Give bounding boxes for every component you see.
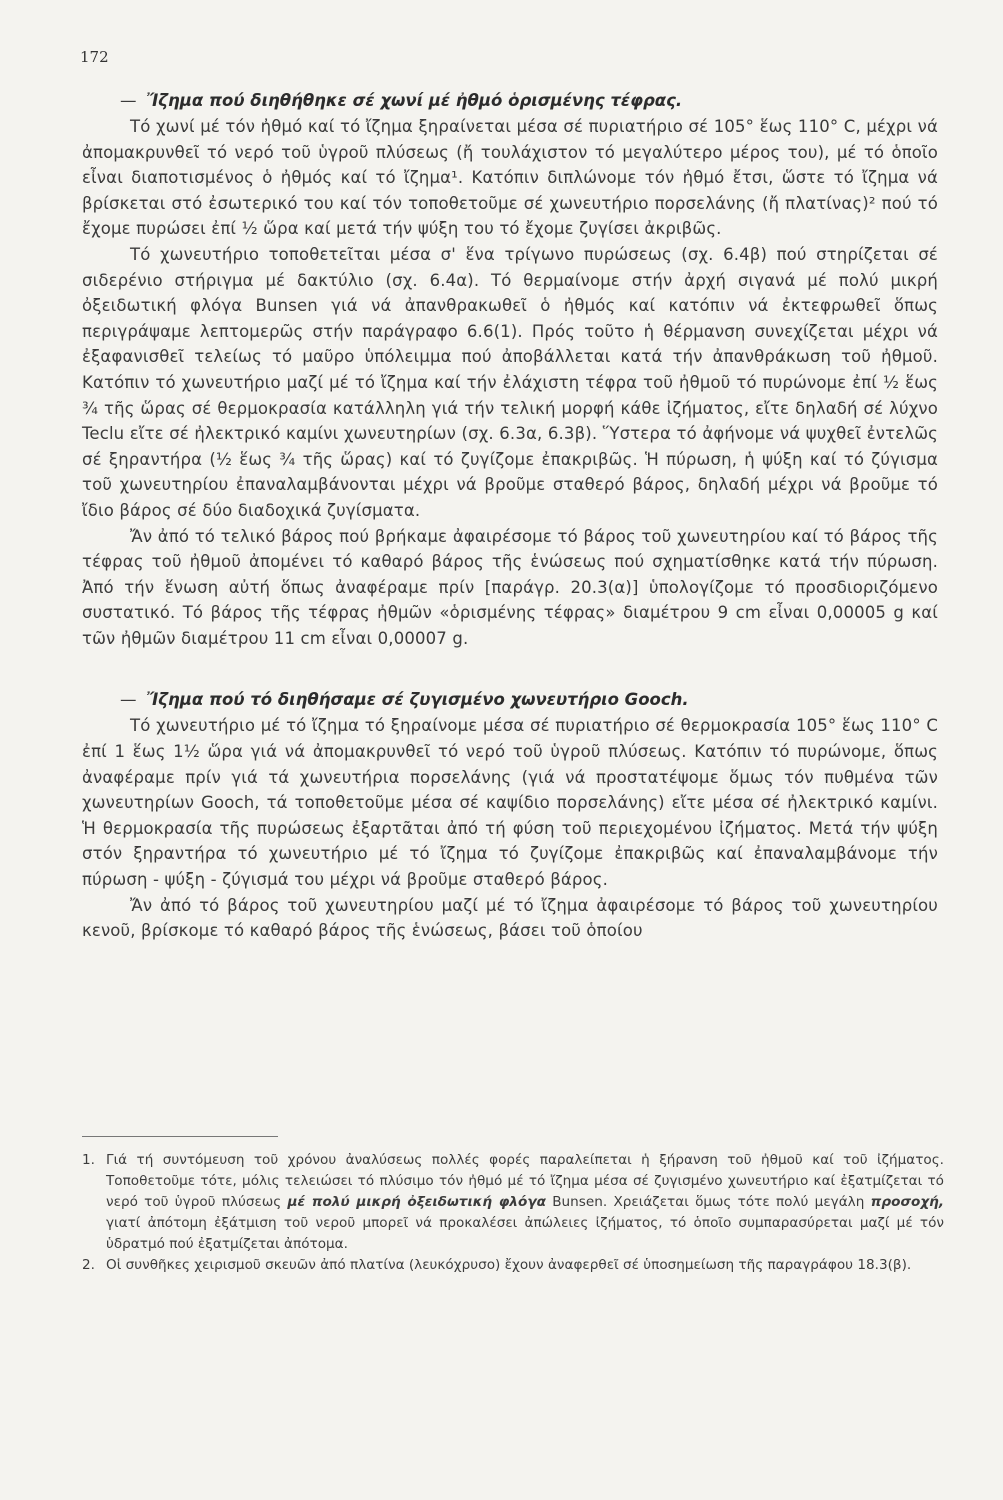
paragraph: Ἄν ἀπό τό τελικό βάρος πού βρήκαμε ἀφαιρέσομε τό βάρος τοῦ χωνευτηρίου καί τό βάρος τῆς τέφρας τοῦ ἠθμοῦ ἀπομένει τό καθαρό βάρος τῆς ἑνώσεως πού σχηματίσθηκε κατά τήν πύρωση. Ἀπό τήν ἕνωση αὐτή ὅπως ἀναφέραμε πρίν [παράγρ. 20.3(α)] ὑπολογίζομε τό προσδιοριζόμενο συστατικό. Τό βάρος τῆς τέφρας ἠθμῶν «ὁρισμένης τέφρας» διαμέτρου 9 cm εἶναι 0,00005 g καί τῶν ἠθμῶν διαμέτρου 11 cm εἶναι 0,00007 g. [82,526,938,648]
footnote-number: 2. [82,1257,95,1273]
main-text [82,88,938,944]
section-title-2: Ἴζημα πού τό διηθήσαμε σέ ζυγισμένο χωνευτήριο Gooch. [146,690,689,710]
section-heading-1 [82,88,938,114]
section-heading-2 [82,687,938,713]
paragraph: Τό χωνευτήριο τοποθετεῖται μέσα σ' ἕνα τρίγωνο πυρώσεως (σχ. 6.4β) πού στηρίζεται σέ σιδερένιο στήριγμα μέ δακτύλιο (σχ. 6.4α). Τό θερμαίνομε στήν ἀρχή σιγανά μέ πολύ μικρή ὀξειδωτική φλόγα Bunsen γιά νά ἀπανθρακωθεῖ ὁ ἠθμός καί κατόπιν νά ἐκτεφρωθεῖ ὅπως περιγράψαμε λεπτομερῶς στήν παράγραφο 6.6(1). Πρός τοῦτο ἡ θέρμανση συνεχίζεται μέχρι νά ἐξαφανισθεῖ τελείως τό μαῦρο ὑπόλειμμα πού ἀποβάλλεται κατά τήν ἀπανθράκωση τοῦ ἠθμοῦ. Κατόπιν τό χωνευτήριο μαζί μέ τό ἴζημα καί τήν ἐλάχιστη τέφρα τοῦ ἠθμοῦ τό πυρώνομε ἐπί ½ ἕως ¾ τῆς ὥρας σέ θερμοκρασία κατάλληλη γιά τήν τελική μορφή κάθε ἰζήματος, εἴτε δηλαδή σέ λύχνο Teclu εἴτε σέ ἠλεκτρικό καμίνι χωνευτηρίων (σχ. 6.3α, 6.3β). Ὕστερα τό ἀφήνομε νά ψυχθεῖ ἐντελῶς σέ ξηραντήρα (½ ἕως ¾ τῆς ὥρας) καί τό ζυγίζομε ἐπακριβῶς. Ἡ πύρωση, ἡ ψύξη καί τό ζύγισμα τοῦ χωνευτηρίου ἐπαναλαμβάνονται μέχρι νά βροῦμε σταθερό βάρος, δηλαδή μέχρι νά βροῦμε τό ἴδιο βάρος σέ δύο διαδοχικά ζυγίσματα. [82,244,938,520]
footnote-emphasis: μέ πολύ μικρή ὀξειδωτική φλόγα [287,1194,546,1210]
footnote-separator [82,1136,278,1137]
footnotes [82,1150,944,1276]
heading-dash: — [120,690,137,710]
paragraph: Ἄν ἀπό τό βάρος τοῦ χωνευτηρίου μαζί μέ τό ἴζημα ἀφαιρέσομε τό βάρος τοῦ χωνευτηρίου κενοῦ, βρίσκομε τό καθαρό βάρος τῆς ἑνώσεως, βάσει τοῦ ὁποίου [82,895,938,941]
page-number: 172 [80,48,109,66]
footnote-emphasis: προσοχή, [870,1194,944,1210]
footnote-text [106,1150,944,1255]
footnote-number: 1. [82,1152,95,1168]
footnote-2 [82,1255,944,1276]
paragraph: Τό χωνί μέ τόν ἠθμό καί τό ἴζημα ξηραίνεται μέσα σέ πυριατήριο σέ 105° ἕως 110° C, μέχρι νά ἀπομακρυνθεῖ τό νερό τοῦ ὑγροῦ πλύσεως (ἤ τουλάχιστον τό μεγαλύτερο μέρος του), μέ τό ὁποῖο εἶναι διαποτισμένος ὁ ἠθμός καί τό ἴζημα¹. Κατόπιν διπλώνομε τόν ἠθμό ἔτσι, ὥστε τό ἴζημα νά βρίσκεται στό ἐσωτερικό του καί τόν τοποθετοῦμε σέ χωνευτήριο πορσελάνης (ἤ πλατίνας)² πού τό ἔχομε πυρώσει ἐπί ½ ὥρα καί μετά τήν ψύξη του τό ἔχομε ζυγίσει ἀκριβῶς. [82,117,938,239]
footnote-text-part: Γιά τή συντόμευση τοῦ χρόνου ἀναλύσεως πολλές φορές παραλείπεται ἡ ξήρανση τοῦ ἠθμοῦ καί τοῦ ἰζήματος. Τοποθετοῦμε τότε, μόλις τελειώσει τό πλύσιμο τόν ἠθμό μέ τό ἴζημα μέσα σέ ζυγισμένο χωνευτήριο καί ἐξατμίζεται τό νερό τοῦ ὑγροῦ πλύσεως [106,1152,944,1210]
heading-dash: — [120,91,137,110]
footnote-text-part: γιατί ἀπότομη ἐξάτμιση τοῦ νεροῦ μπορεῖ νά προκαλέσει ἀπώλειες ἰζήματος, τό ὁποῖο συμπαρασύρεται μαζί μέ τόν ὑδρατμό πού ἐξατμίζεται ἀπότομα. [106,1215,944,1252]
paragraph: Τό χωνευτήριο μέ τό ἴζημα τό ξηραίνομε μέσα σέ πυριατήριο σέ θερμοκρασία 105° ἕως 110° C ἐπί 1 ἕως 1½ ὥρα γιά νά ἀπομακρυνθεῖ τό νερό τοῦ ὑγροῦ πλύσεως. Κατόπιν τό πυρώνομε, ὅπως ἀναφέραμε πρίν γιά τά χωνευτήρια πορσελάνης (γιά νά προστατέψομε ὅμως τόν πυθμένα τῶν χωνευτηρίων Gooch, τά τοποθετοῦμε μέσα σέ καψίδιο πορσελάνης) εἴτε μέσα σέ ἠλεκτρικό καμίνι. Ἡ θερμοκρασία τῆς πυρώσεως ἐξαρτᾶται ἀπό τή φύση τοῦ περιεχομένου ἰζήματος. Μετά τήν ψύξη στόν ξηραντήρα τό χωνευτήριο μέ τό ἴζημα τό ζυγίζομε ἐπακριβῶς καί ἐπαναλαμβάνομε τήν πύρωση - ψύξη - ζύγισμά του μέχρι νά βροῦμε σταθερό βάρος. [82,716,938,890]
footnote-text: Οἱ συνθῆκες χειρισμοῦ σκευῶν ἀπό πλατίνα (λευκόχρυσο) ἔχουν ἀναφερθεῖ σέ ὑποσημείωση τῆς παραγράφου 18.3(β). [106,1257,912,1273]
footnote-text-part: Bunsen. Χρειάζεται ὅμως τότε πολύ μεγάλη [552,1194,865,1210]
footnote-1 [82,1150,944,1255]
section-title-1: Ἴζημα πού διηθήθηκε σέ χωνί μέ ἠθμό ὁρισμένης τέφρας. [146,91,683,110]
